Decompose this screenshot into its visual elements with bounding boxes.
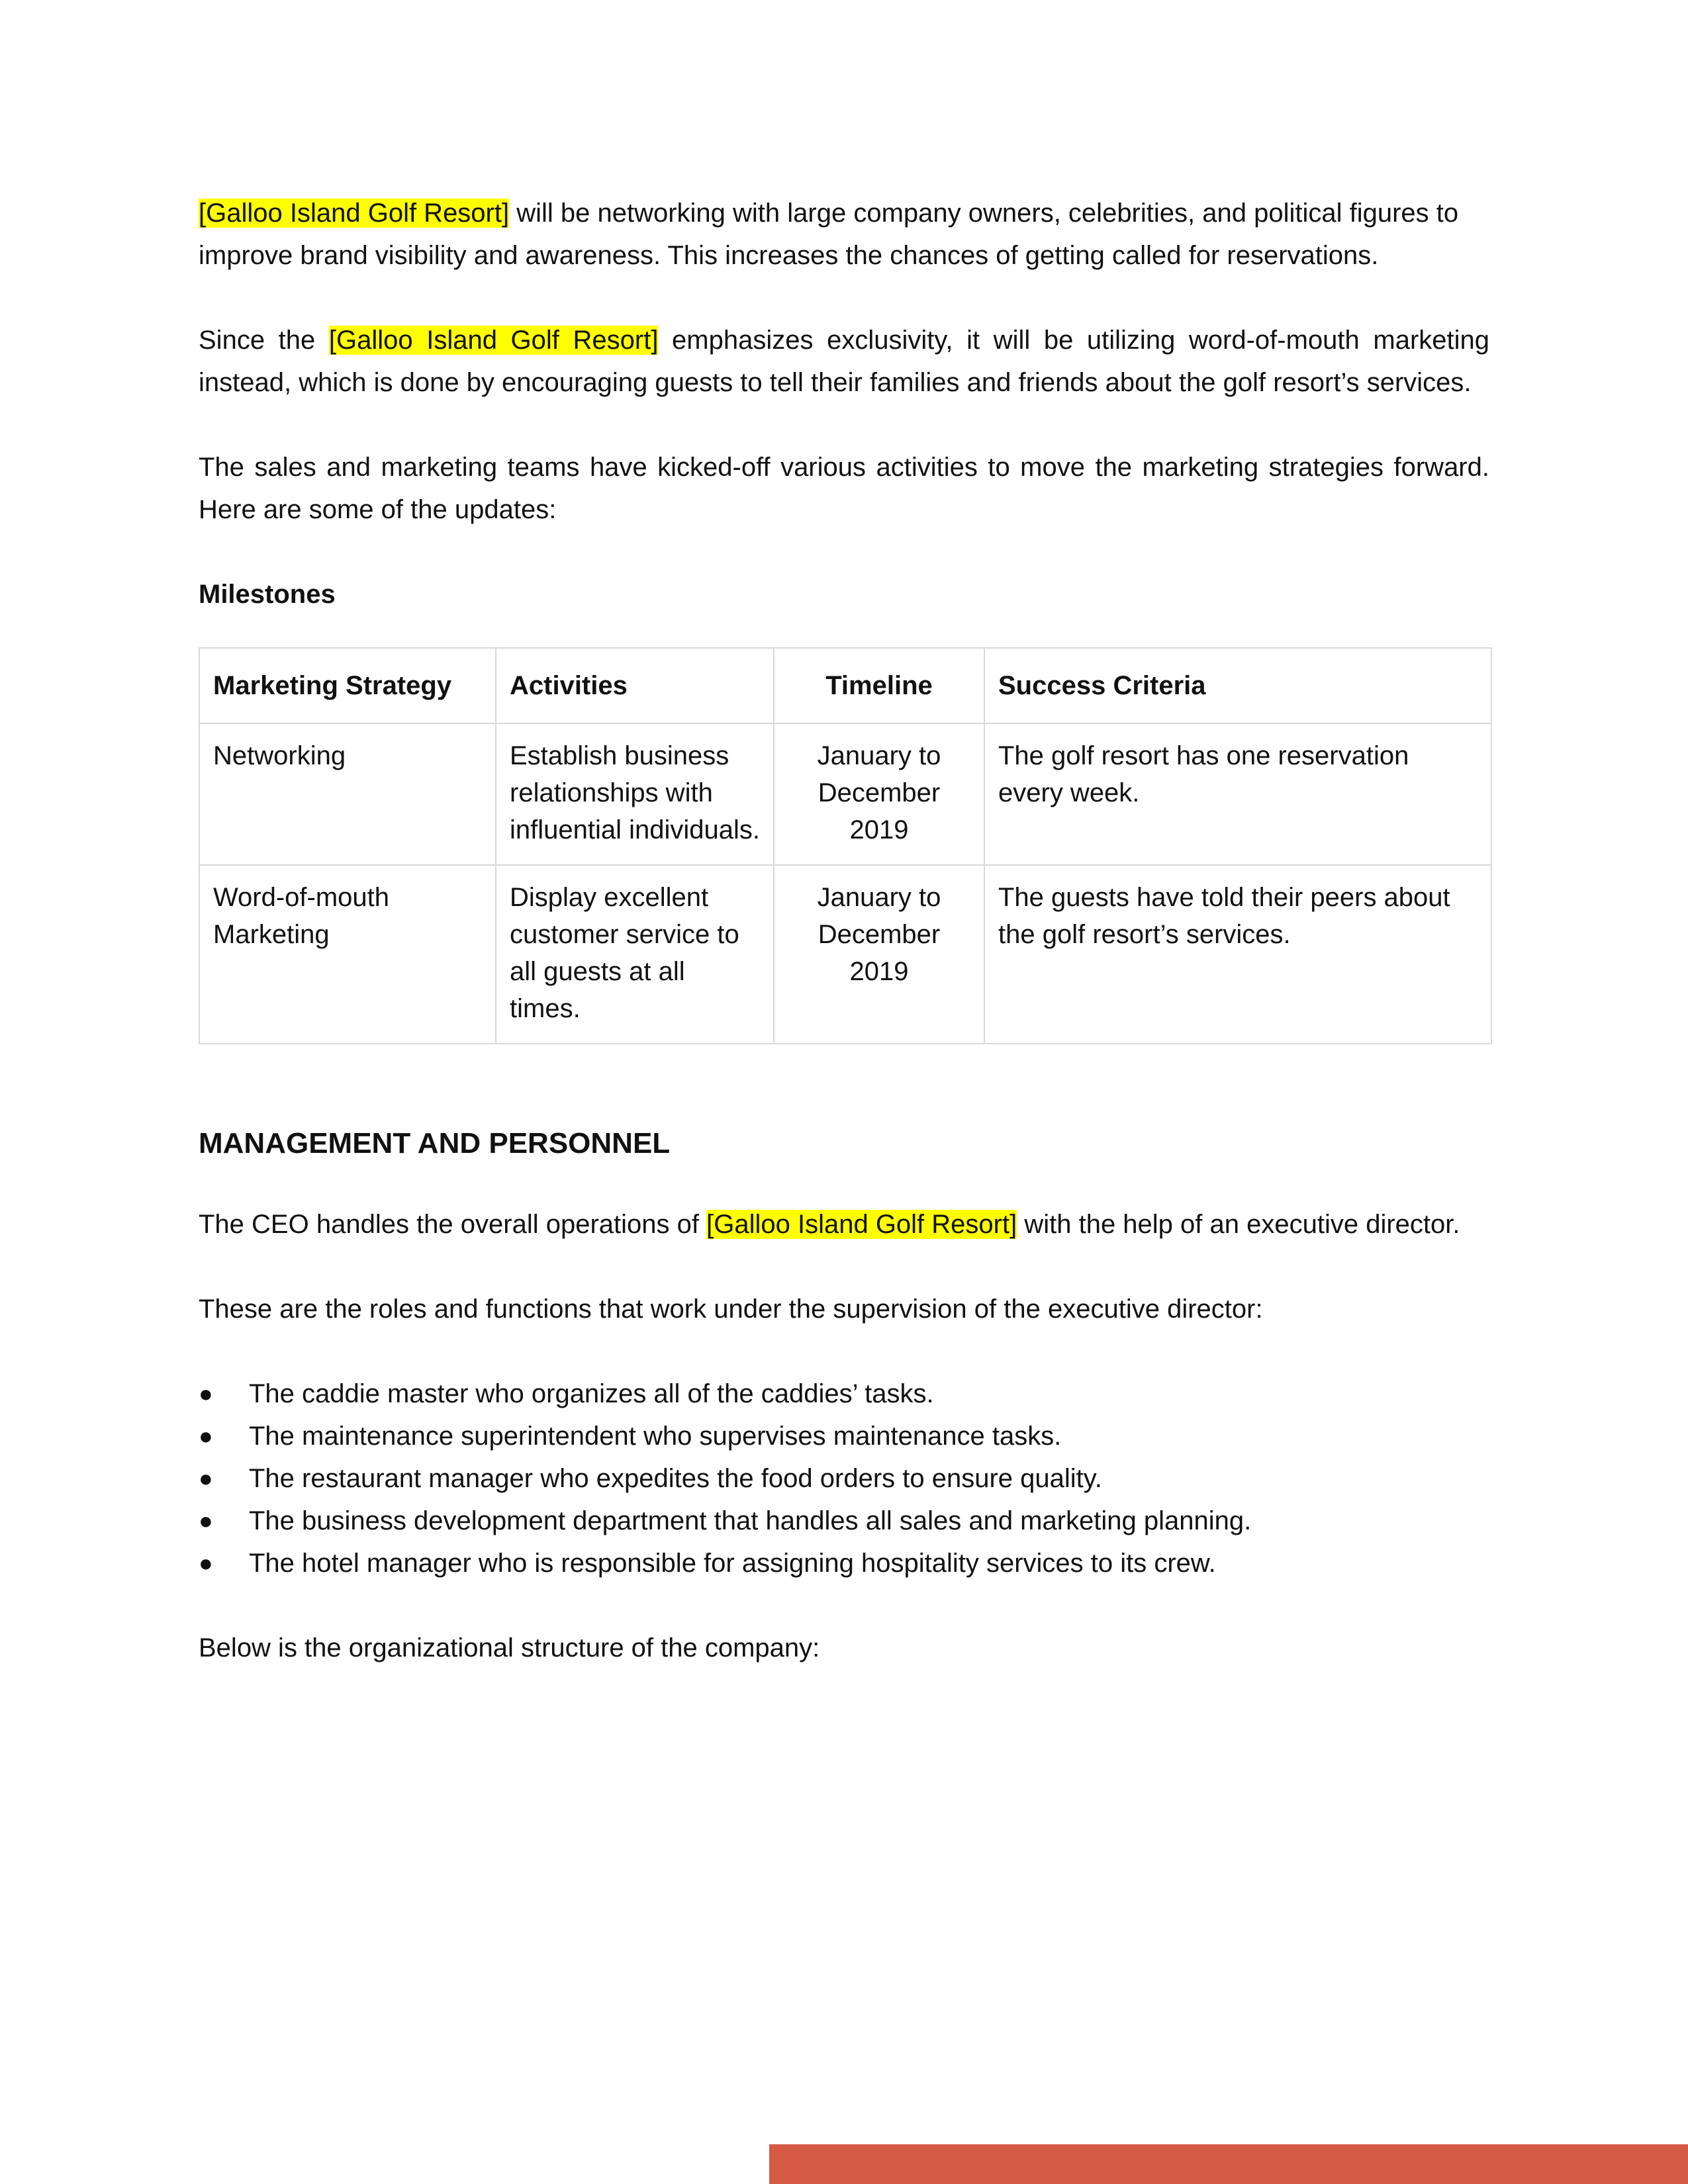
- management-paragraph-1-after: with the help of an executive director.: [1017, 1210, 1460, 1239]
- cell-timeline: January to December 2019: [774, 723, 984, 865]
- list-item: [199, 1415, 1489, 1457]
- management-paragraph-2: These are the roles and functions that work under the supervision of the executive director:: [199, 1295, 1263, 1324]
- cell-strategy: Word-of-mouth Marketing: [199, 865, 496, 1044]
- cell-strategy: Networking: [199, 723, 496, 865]
- cell-activities: Display excellent customer service to all guests at all times.: [496, 865, 774, 1044]
- roles-list: [199, 1373, 1489, 1584]
- list-item-text: The hotel manager who is responsible for assigning hospitality services to its crew.: [249, 1549, 1216, 1578]
- column-header-strategy: Marketing Strategy: [199, 648, 496, 723]
- intro-paragraph-2-before: Since the: [199, 326, 329, 355]
- list-item-text: The maintenance superintendent who supervises maintenance tasks.: [249, 1422, 1062, 1451]
- list-item-text: The business development department that handles all sales and marketing planning.: [249, 1506, 1252, 1535]
- management-paragraph-1-before: The CEO handles the overall operations of: [199, 1210, 707, 1239]
- bullet-icon: ●: [199, 1549, 213, 1576]
- intro-paragraph-2: [199, 319, 1489, 404]
- company-name-highlight: [Galloo Island Golf Resort]: [706, 1210, 1017, 1239]
- list-item-text: The caddie master who organizes all of the caddies’ tasks.: [249, 1379, 934, 1408]
- table-row: [199, 723, 1491, 865]
- list-item-text: The restaurant manager who expedites the food orders to ensure quality.: [249, 1464, 1102, 1493]
- management-heading: MANAGEMENT AND PERSONNEL: [199, 1127, 671, 1160]
- table-row: [199, 865, 1491, 1044]
- intro-paragraph-1: [199, 192, 1489, 277]
- column-header-timeline: Timeline: [774, 648, 984, 723]
- footer-accent-bar: [769, 2144, 1688, 2184]
- list-item: [199, 1457, 1489, 1500]
- milestones-heading: Milestones: [199, 580, 336, 609]
- milestones-table: [199, 647, 1492, 1044]
- list-item: [199, 1500, 1489, 1542]
- bullet-icon: ●: [199, 1507, 213, 1534]
- cell-criteria: The guests have told their peers about the golf resort’s services.: [984, 865, 1491, 1044]
- column-header-activities: Activities: [496, 648, 774, 723]
- intro-paragraph-3: The sales and marketing teams have kicked-off various activities to move the marketing strategies forward. Here are some of the updates:: [199, 453, 1489, 524]
- company-name-highlight: [Galloo Island Golf Resort]: [199, 199, 510, 228]
- intro-paragraph-1-text: will be networking with large company owners, celebrities, and political figures to improve brand visibility and awareness. This increases the chances of getting called for reservations.: [199, 199, 1459, 270]
- closing-paragraph: Below is the organizational structure of the company:: [199, 1633, 820, 1662]
- cell-timeline: January to December 2019: [774, 865, 984, 1044]
- management-paragraph-1: [199, 1203, 1489, 1246]
- bullet-icon: ●: [199, 1465, 213, 1492]
- column-header-criteria: Success Criteria: [984, 648, 1491, 723]
- cell-activities: Establish business relationships with influential individuals.: [496, 723, 774, 865]
- company-name-highlight: [Galloo Island Golf Resort]: [328, 326, 659, 355]
- table-header-row: [199, 648, 1491, 723]
- intro-paragraph-2-after: emphasizes exclusivity, it will be utilizing word-of-mouth marketing instead, which is done by encouraging guests to tell their families and friends about the golf resort’s services.: [199, 326, 1490, 397]
- list-item: [199, 1373, 1489, 1415]
- cell-criteria: The golf resort has one reservation every week.: [984, 723, 1491, 865]
- bullet-icon: ●: [199, 1422, 213, 1449]
- list-item: [199, 1542, 1489, 1584]
- bullet-icon: ●: [199, 1380, 213, 1407]
- document-page: [199, 192, 1489, 1669]
